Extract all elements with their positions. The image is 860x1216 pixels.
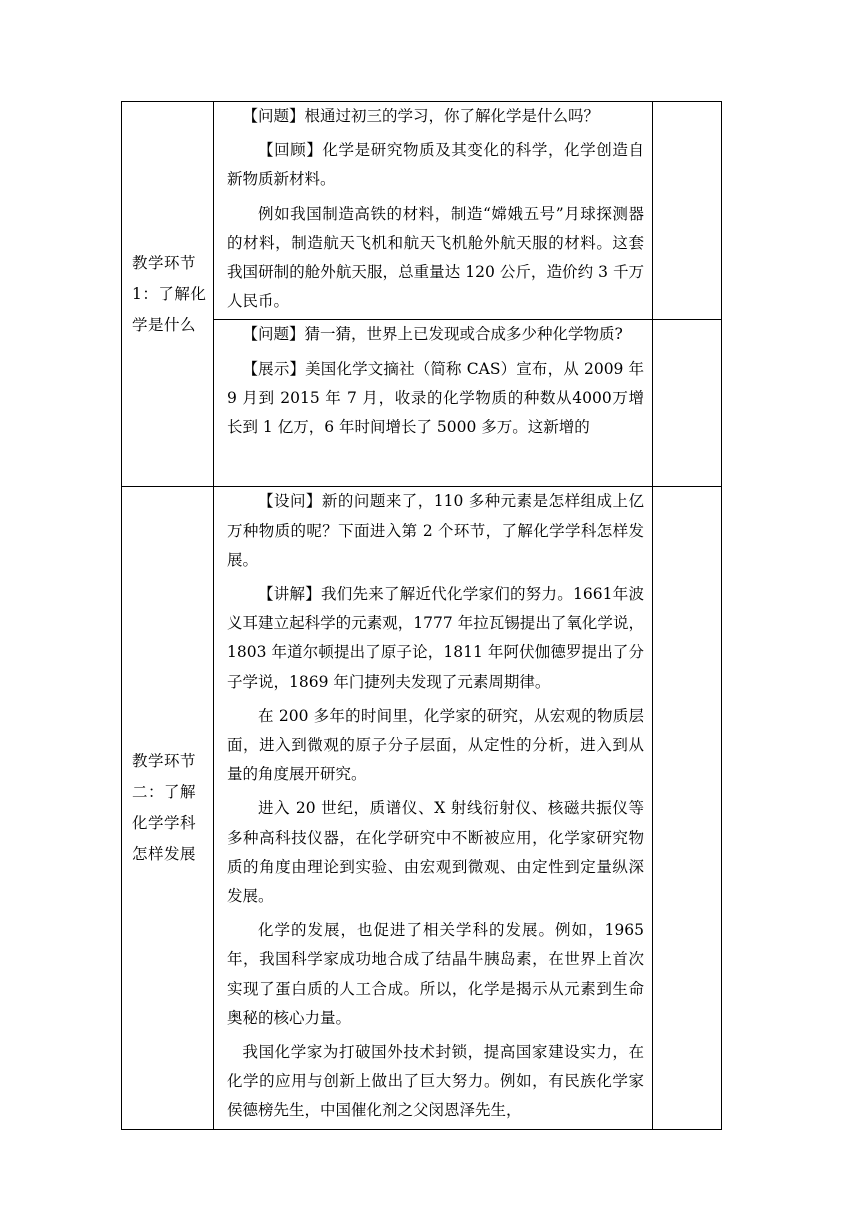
content-cell bbox=[214, 487, 653, 1129]
paragraph: 化学的发展，也促进了相关学科的发展。例如，1965年，我国科学家成功地合成了结晶牛胰岛素，在世界上首次实现了蛋白质的人工合成。所以，化学是揭示从元素到生命奥秘的核心力量。 bbox=[227, 921, 644, 1027]
paragraph: 【问题】猜一猜，世界上已发现或合成多少种化学物质? bbox=[242, 325, 623, 344]
notes-cell bbox=[653, 102, 722, 320]
paragraph: 【设问】新的问题来了，110 多种元素是怎样组成上亿万种物质的呢？下面进入第 2 个环节，了解化学学科怎样发展。 bbox=[227, 492, 644, 569]
notes-cell bbox=[653, 487, 722, 1129]
paragraph: 例如我国制造高铁的材料，制造“嫦娥五号”月球探测器的材料，制造航天飞机和航天飞机舱外航天服的材料。这套我国研制的舱外航天服，总重量达 120 公斤，造价约 3 千万人民币。 bbox=[227, 204, 644, 311]
content-cell bbox=[214, 102, 653, 320]
paragraph: 【问题】根通过初三的学习，你了解化学是什么吗？ bbox=[242, 107, 600, 125]
section-label-cell bbox=[122, 487, 214, 1129]
paragraph: 在 200 多年的时间里，化学家的研究，从宏观的物质层面，进入到微观的原子分子层面，从定性的分析，进入到从量的角度展开研究。 bbox=[227, 706, 644, 784]
paragraph: 【展示】美国化学文摘社（简称 CAS）宣布，从 2009 年 9 月到 2015 年 7 月，收录的化学物质的种数从4000万增长到 1 亿万，6 年时间增长了 5000 多万。这新增的 bbox=[227, 359, 644, 437]
lesson-plan-table bbox=[121, 101, 722, 1130]
content-cell bbox=[214, 320, 653, 487]
paragraph: 进入 20 世纪，质谱仪、X 射线衍射仪、核磁共振仪等多种高科技仪器，在化学研究中不断被应用，化学家研究物质的角度由理论到实验、由宏观到微观、由定性到定量纵深发展。 bbox=[227, 799, 644, 906]
table-row bbox=[122, 102, 722, 320]
notes-cell bbox=[653, 320, 722, 487]
paragraph: 【讲解】我们先来了解近代化学家们的努力。1661年波义耳建立起科学的元素观，1777 年拉瓦锡提出了氧化学说， 1803 年道尔顿提出了原子论，1811 年阿伏伽德罗提出了分子学说，1869 年门捷列夫发现了元素周期律。 bbox=[227, 585, 644, 691]
paragraph: 我国化学家为打破国外技术封锁，提高国家建设实力，在化学的应用与创新上做出了巨大努力。例如，有民族化学家侯德榜先生，中国催化剂之父闵恩泽先生， bbox=[227, 1043, 644, 1120]
paragraph: 【回顾】化学是研究物质及其变化的科学，化学创造自新物质新材料。 bbox=[227, 141, 644, 189]
section-label: 教学环节 1：了解化 学是什么 bbox=[132, 253, 207, 334]
section-label: 教学环节 二：了解 化学学科 怎样发展 bbox=[132, 752, 197, 864]
section-label-cell bbox=[122, 102, 214, 487]
table-row bbox=[122, 487, 722, 1129]
